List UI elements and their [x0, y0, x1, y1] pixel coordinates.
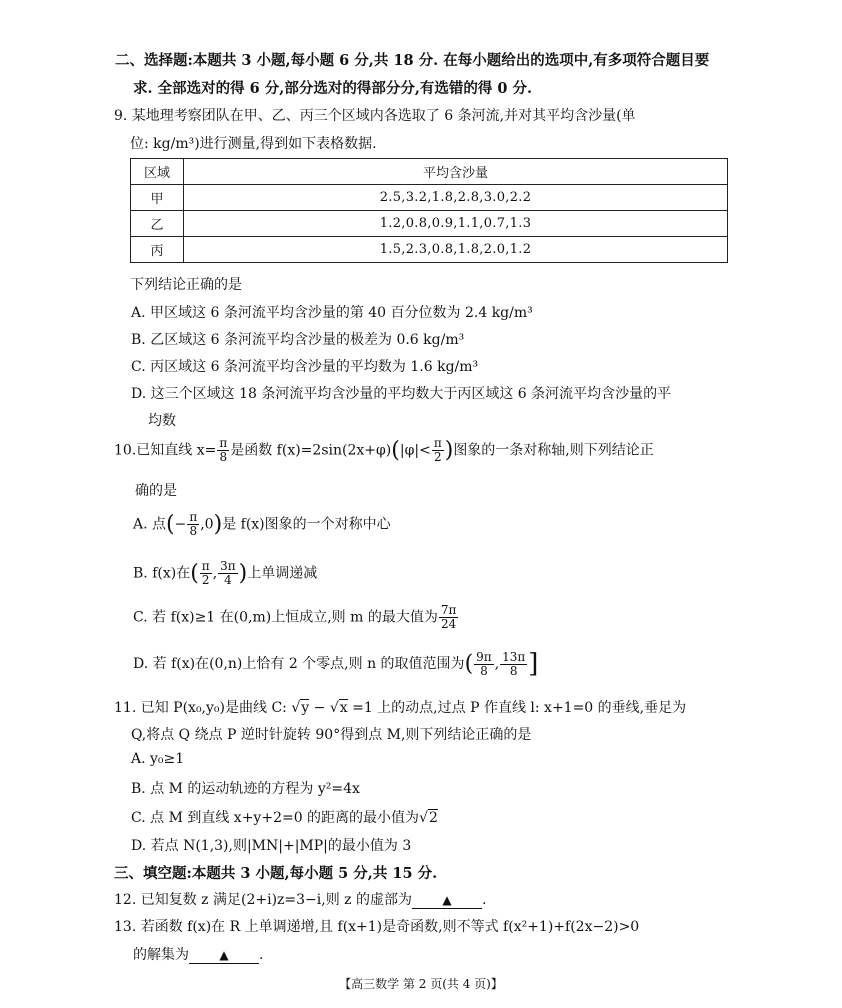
q9-stem-line2: 位: kg/m³)进行测量,得到如下表格数据. — [130, 136, 377, 152]
table-cell-region: 丙 — [131, 237, 184, 263]
q12: 12. 已知复数 z 满足(2+i)z=3−i,则 z 的虚部为 ▲ . — [114, 892, 487, 908]
q10-option-a: A. 点(− $\frac{\pi}{8}$ ,0)是 f(x)图象的一个对称中心 — [133, 510, 391, 538]
q11-stem-line2: Q,将点 Q 绕点 P 逆时针旋转 90°得到点 M,则下列结论正确的是 — [131, 727, 532, 743]
q10-number: 10. — [114, 442, 137, 459]
fraction-pi-over-2: $\frac{\pi}{2}$ — [201, 559, 210, 587]
q9-option-c: C. 丙区域这 6 条河流平均含沙量的平均数为 1.6 kg/m³ — [131, 359, 479, 375]
section-3-heading: 三、填空题:本题共 3 小题,每小题 5 分,共 15 分. — [114, 865, 438, 882]
q13-line2: 的解集为 ▲ . — [133, 947, 264, 963]
table-row — [131, 211, 728, 237]
q10-stem-line1: 10.已知直线 x= $\frac{\pi}{8}$ 是函数 f(x)=2sin(2x+φ)(|φ|< $\frac{\pi}{2}$ )图象的一条对称轴,则下列结论正 — [114, 436, 654, 464]
q11-option-c: C. 点 M 到直线 x+y+2=0 的距离的最小值为√2 — [131, 810, 438, 826]
q11-option-d: D. 若点 N(1,3),则|MN|+|MP|的最小值为 3 — [131, 838, 412, 854]
table-header-cell: 平均含沙量 — [184, 159, 728, 185]
q9-option-d-line2: 均数 — [148, 413, 176, 429]
q10-stem-line2: 确的是 — [135, 483, 177, 499]
table-row — [131, 237, 728, 263]
q10-pre: 已知直线 x= — [136, 442, 217, 459]
fraction-pi-over-2: $\frac{\pi}{2}$ — [433, 436, 442, 464]
q9-stem-line1: 9. 某地理考察团队在甲、乙、丙三个区域内各选取了 6 条河流,并对其平均含沙量(单 — [114, 108, 636, 124]
q11-option-a: A. y₀≥1 — [131, 751, 185, 767]
table-row — [131, 185, 728, 211]
table-cell-values: 1.2,0.8,0.9,1.1,0.7,1.3 — [184, 211, 728, 237]
fraction-3pi-over-4: $\frac{3\pi}{4}$ — [220, 559, 236, 587]
answer-blank: ▲ — [412, 892, 482, 909]
table-cell-values: 2.5,3.2,1.8,2.8,3.0,2.2 — [184, 185, 728, 211]
q9-option-b: B. 乙区域这 6 条河流平均含沙量的极差为 0.6 kg/m³ — [131, 332, 465, 348]
q9-data-table — [130, 158, 728, 263]
q10-post: 图象的一条对称轴,则下列结论正 — [453, 442, 654, 459]
q10-option-c: C. 若 f(x)≥1 在(0,m)上恒成立,则 m 的最大值为 $\frac{7\pi}{24}$ — [133, 603, 457, 631]
q11-stem-line1: 11. 已知 P(x₀,y₀)是曲线 C: √y − √x =1 上的动点,过点 P 作直线 l: x+1=0 的垂线,垂足为 — [114, 700, 687, 716]
table-cell-region: 乙 — [131, 211, 184, 237]
q10-option-d: D. 若 f(x)在(0,n)上恰有 2 个零点,则 n 的取值范围为( $\frac{9\pi}{8}$ , $\frac{13\pi}{8}$ ] — [133, 649, 539, 679]
fraction-7pi-over-24: $\frac{7\pi}{24}$ — [440, 603, 457, 631]
table-cell-values: 1.5,2.3,0.8,1.8,2.0,1.2 — [184, 237, 728, 263]
q10-option-b: B. f(x)在( $\frac{\pi}{2}$ , $\frac{3\pi}{4}$ )上单调递减 — [133, 559, 318, 587]
q10-mid: 是函数 f(x)=2sin(2x+φ) — [230, 442, 392, 459]
table-header-row — [131, 159, 728, 185]
fraction-9pi-over-8: $\frac{9\pi}{8}$ — [476, 649, 492, 678]
q10-abs: |φ|< — [399, 442, 431, 459]
answer-blank: ▲ — [189, 947, 259, 964]
fraction-pi-over-8: $\frac{\pi}{8}$ — [189, 510, 198, 538]
table-cell-region: 甲 — [131, 185, 184, 211]
section-2-heading-line2: 求. 全部选对的得 6 分,部分选对的得部分分,有选错的得 0 分. — [133, 80, 533, 97]
table-header-cell: 区域 — [131, 159, 184, 185]
q13-line1: 13. 若函数 f(x)在 R 上单调递增,且 f(x+1)是奇函数,则不等式 f(x²+1)+f(2x−2)>0 — [114, 919, 640, 935]
page-footer: 【高三数学 第 2 页(共 4 页)】 — [339, 977, 503, 991]
q9-option-d-line1: D. 这三个区域这 18 条河流平均含沙量的平均数大于丙区域这 6 条河流平均含沙量的平 — [131, 386, 672, 402]
section-2-heading-line1: 二、选择题:本题共 3 小题,每小题 6 分,共 18 分. 在每小题给出的选项中,有多项符合题目要 — [115, 52, 710, 69]
q11-option-b: B. 点 M 的运动轨迹的方程为 y²=4x — [131, 781, 360, 797]
fraction-pi-over-8: $\frac{\pi}{8}$ — [219, 436, 228, 464]
q9-prompt: 下列结论正确的是 — [130, 277, 242, 293]
fraction-13pi-over-8: $\frac{13\pi}{8}$ — [502, 649, 526, 678]
q9-option-a: A. 甲区域这 6 条河流平均含沙量的第 40 百分位数为 2.4 kg/m³ — [131, 305, 533, 321]
